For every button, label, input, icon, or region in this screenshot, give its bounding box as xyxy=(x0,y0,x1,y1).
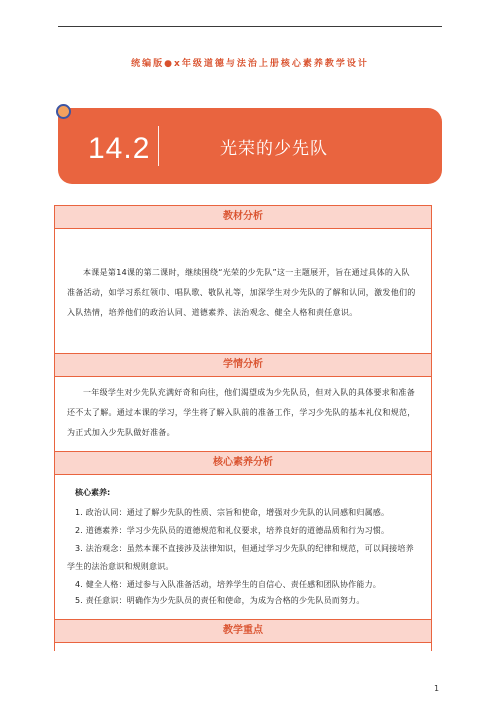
section-heading-students: 学情分析 xyxy=(54,353,432,377)
core-item-4: 4. 健全人格：通过参与入队准备活动，培养学生的自信心、责任感和团队协作能力。 xyxy=(75,580,381,589)
document-header: 统编版●x年级道德与法治上册核心素养教学设计 xyxy=(131,59,369,69)
core-competency-label: 核心素养: xyxy=(75,488,111,497)
lesson-banner xyxy=(58,108,442,184)
section-core xyxy=(54,475,432,619)
student-analysis-text: 一年级学生对少先队充满好奇和向往，他们渴望成为少先队员，但对入队的具体要求和准备还不太了解。通过本课的学习，学生将了解入队前的准备工作，学习少先队的基本礼仪和规范，为正式加入少先队做好准备。 xyxy=(67,388,416,437)
banner-dot-icon xyxy=(56,104,71,119)
textbook-analysis-text: 本课是第14课的第二课时，继续围绕“光荣的少先队”这一主题展开，旨在通过具体的入队准备活动，如学习系红领巾、唱队歌、敬队礼等，加深学生对少先队的了解和认同，激发他们的入队热情，培养他们的政治认同、道德素养、法治观念、健全人格和责任意识。 xyxy=(67,268,416,317)
section-heading-core: 核心素养分析 xyxy=(54,451,432,475)
section-textbook xyxy=(54,229,432,353)
section-keypoints xyxy=(54,643,432,651)
core-item-5: 5. 责任意识：明确作为少先队员的责任和使命，为成为合格的少先队员而努力。 xyxy=(75,596,365,605)
section-heading-textbook: 教材分析 xyxy=(54,205,432,229)
core-item-3: 3. 法治观念：虽然本课不直接涉及法律知识，但通过学习少先队的纪律和规范，可以间接培养学生的法治意识和规则意识。 xyxy=(67,544,414,571)
lesson-number: 14.2 xyxy=(88,132,151,165)
core-item-2: 2. 道德素养：学习少先队员的道德规范和礼仪要求，培养良好的道德品质和行为习惯。 xyxy=(75,526,390,535)
top-rule xyxy=(58,26,442,27)
banner-divider xyxy=(158,126,159,166)
core-item-1: 1. 政治认同：通过了解少先队的性质、宗旨和使命，增强对少先队的认同感和归属感。 xyxy=(75,508,390,517)
section-students xyxy=(54,377,432,451)
lesson-title: 光荣的少先队 xyxy=(220,139,328,159)
section-heading-keypoints: 教学重点 xyxy=(54,619,432,643)
page-number: 1 xyxy=(434,684,440,693)
